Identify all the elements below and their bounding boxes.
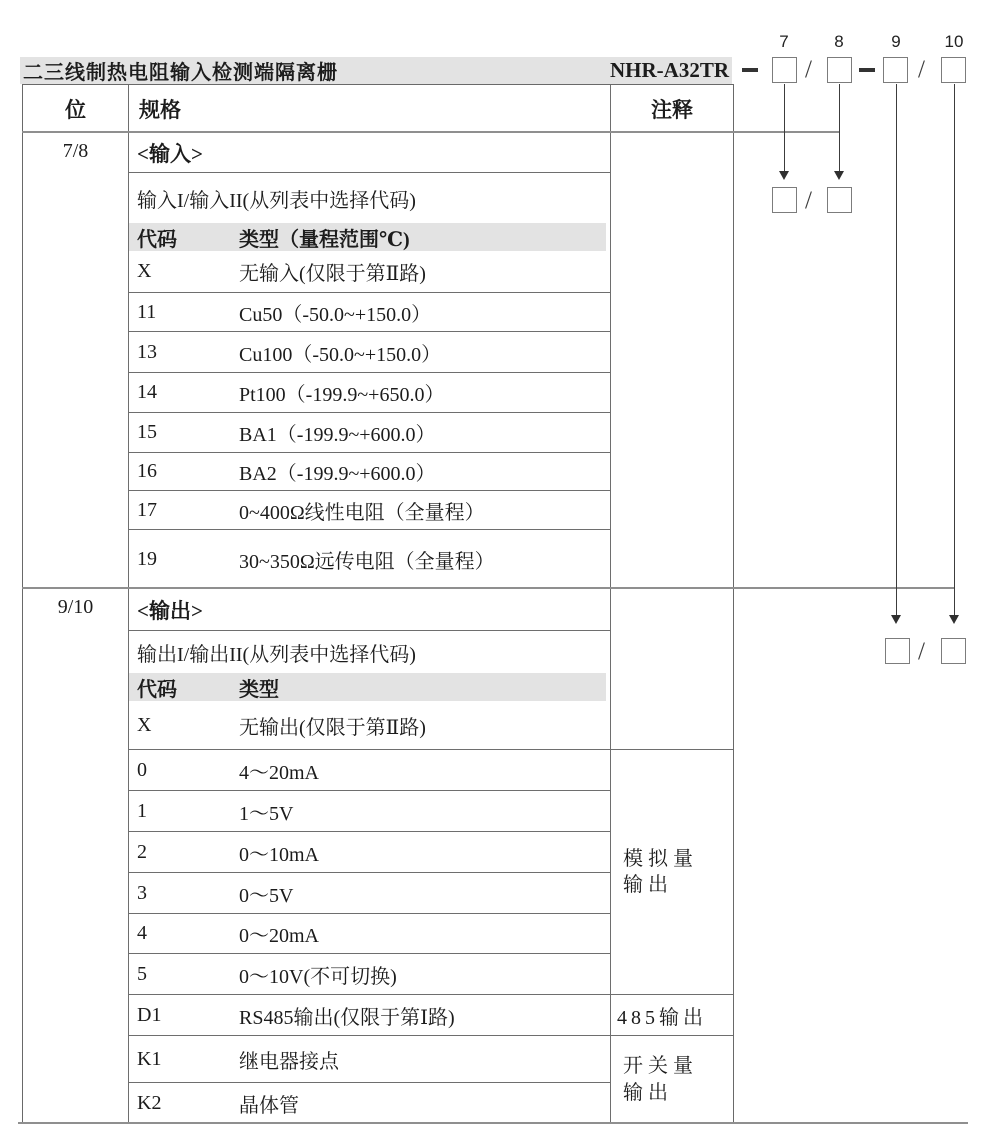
- dash-icon: [742, 68, 758, 72]
- type-value: Pt100（-199.9~+650.0）: [239, 384, 445, 406]
- code-value: 2: [137, 840, 147, 863]
- slash-separator: /: [918, 56, 925, 83]
- leader-line-10: [954, 84, 955, 616]
- leader-line-7: [784, 84, 785, 172]
- position-number-7: 7: [779, 32, 789, 51]
- code-value: 5: [137, 962, 147, 985]
- position-cell-input: 7/8: [23, 133, 129, 589]
- arrow-down-icon: [834, 171, 844, 180]
- type-column-label: 类型（量程范围℃): [239, 228, 410, 251]
- type-value: Cu50（-50.0~+150.0）: [239, 303, 432, 326]
- type-value: 4～20mA: [239, 761, 319, 784]
- code-box-10: [941, 57, 966, 83]
- dash-icon: [859, 68, 875, 72]
- header-rule-line: [22, 131, 840, 133]
- output-note-cell-empty: [611, 589, 733, 750]
- code-value: 16: [137, 460, 157, 482]
- input-row-13: [129, 332, 611, 373]
- input-row-x: [129, 251, 611, 293]
- output-row-4: [129, 914, 611, 954]
- type-value: 无输入(仅限于第Ⅱ路): [239, 263, 426, 285]
- input-row-15: [129, 413, 611, 453]
- arrow-down-icon: [891, 615, 901, 624]
- gray-header-bar: [129, 673, 606, 701]
- note-line: 模拟量: [623, 847, 698, 870]
- code-value: 1: [137, 799, 147, 822]
- leader-line-8: [839, 84, 840, 172]
- note-line: 输出: [623, 1081, 673, 1104]
- page-title: 二三线制热电阻输入检测端隔离栅: [23, 62, 338, 84]
- code-value: 14: [137, 381, 157, 403]
- note-switch-output: [611, 1036, 733, 1123]
- code-column-label: 代码: [137, 228, 177, 251]
- position-number-8: 8: [834, 32, 844, 51]
- section-rule-line: [22, 587, 955, 589]
- output-row-3: [129, 873, 611, 914]
- leader-line-9: [896, 84, 897, 616]
- code-value: K1: [137, 1047, 162, 1070]
- code-value: K2: [137, 1091, 162, 1114]
- type-value: 0~400Ω线性电阻（全量程）: [239, 501, 485, 524]
- code-box-8: [827, 57, 852, 83]
- output-code-type-header: [129, 673, 611, 701]
- code-value: D1: [137, 1003, 162, 1026]
- column-header-position: 位: [23, 85, 129, 133]
- input-row-16: [129, 453, 611, 491]
- input-code-box-ii: [827, 187, 852, 213]
- code-box-9: [883, 57, 908, 83]
- note-line: 输出: [623, 874, 673, 896]
- type-value: BA1（-199.9~+600.0）: [239, 424, 436, 446]
- input-subheading: 输入I/输入II(从列表中选择代码): [129, 173, 611, 223]
- note-line: 开关量: [623, 1055, 698, 1078]
- position-number-9: 9: [891, 32, 901, 51]
- output-row-x: [129, 701, 611, 750]
- note-analog-output: [611, 750, 733, 995]
- output-code-box-i: [885, 638, 910, 664]
- arrow-down-icon: [949, 615, 959, 624]
- output-row-d1: [129, 995, 611, 1036]
- output-row-1: [129, 791, 611, 832]
- type-value: 0～5V: [239, 884, 294, 907]
- code-value: X: [137, 713, 152, 736]
- column-header-note: 注释: [651, 98, 693, 122]
- code-value: 13: [137, 340, 157, 363]
- code-value: 4: [137, 922, 147, 944]
- input-code-type-header: [129, 223, 611, 251]
- input-row-17: [129, 491, 611, 530]
- position-number-10: 10: [944, 32, 964, 51]
- input-row-19: [129, 530, 611, 589]
- output-row-k2: [129, 1083, 611, 1123]
- input-row-14: [129, 373, 611, 413]
- code-box-7: [772, 57, 797, 83]
- type-value: 无输出(仅限于第Ⅱ路): [239, 716, 426, 739]
- output-section-heading: <输出>: [129, 589, 611, 631]
- output-row-5: [129, 954, 611, 995]
- gray-header-bar: [129, 223, 606, 251]
- slash-separator: /: [918, 638, 925, 665]
- title-bar: [20, 57, 732, 84]
- column-header-spec: 规格: [129, 85, 611, 133]
- type-value: 0～10V(不可切换): [239, 965, 397, 988]
- code-column-label: 代码: [137, 678, 177, 701]
- note-485-output: 485输出: [611, 995, 733, 1036]
- model-number: NHR-A32TR: [610, 58, 729, 82]
- output-row-2: [129, 832, 611, 873]
- type-value: BA2（-199.9~+600.0）: [239, 463, 436, 485]
- type-value: RS485输出(仅限于第Ⅰ路): [239, 1006, 455, 1029]
- type-value: 继电器接点: [239, 1050, 339, 1073]
- position-cell-output: 9/10: [23, 589, 129, 1123]
- slash-separator: /: [805, 56, 812, 83]
- arrow-down-icon: [779, 171, 789, 180]
- spec-table: [22, 84, 734, 1123]
- code-value: 15: [137, 421, 157, 443]
- input-code-box-i: [772, 187, 797, 213]
- code-value: 19: [137, 548, 157, 570]
- output-subheading: 输出I/输出II(从列表中选择代码): [129, 631, 611, 673]
- code-value: X: [137, 260, 152, 282]
- output-code-box-ii: [941, 638, 966, 664]
- bottom-rule-line: [18, 1122, 968, 1124]
- type-column-label: 类型: [239, 678, 279, 701]
- type-value: 晶体管: [239, 1094, 299, 1117]
- type-value: 30~350Ω远传电阻（全量程）: [239, 551, 495, 573]
- type-value: 0～20mA: [239, 925, 319, 947]
- input-section-heading: <输入>: [129, 133, 611, 173]
- type-value: Cu100（-50.0~+150.0）: [239, 343, 442, 366]
- code-value: 0: [137, 758, 147, 781]
- type-value: 1～5V: [239, 802, 294, 825]
- code-value: 3: [137, 881, 147, 904]
- input-row-11: [129, 293, 611, 332]
- type-value: 0～10mA: [239, 843, 319, 866]
- slash-separator: /: [805, 187, 812, 214]
- code-value: 17: [137, 498, 157, 521]
- code-value: 11: [137, 300, 157, 323]
- input-note-cell-empty: [611, 133, 733, 589]
- output-row-0: [129, 750, 611, 791]
- output-row-k1: [129, 1036, 611, 1083]
